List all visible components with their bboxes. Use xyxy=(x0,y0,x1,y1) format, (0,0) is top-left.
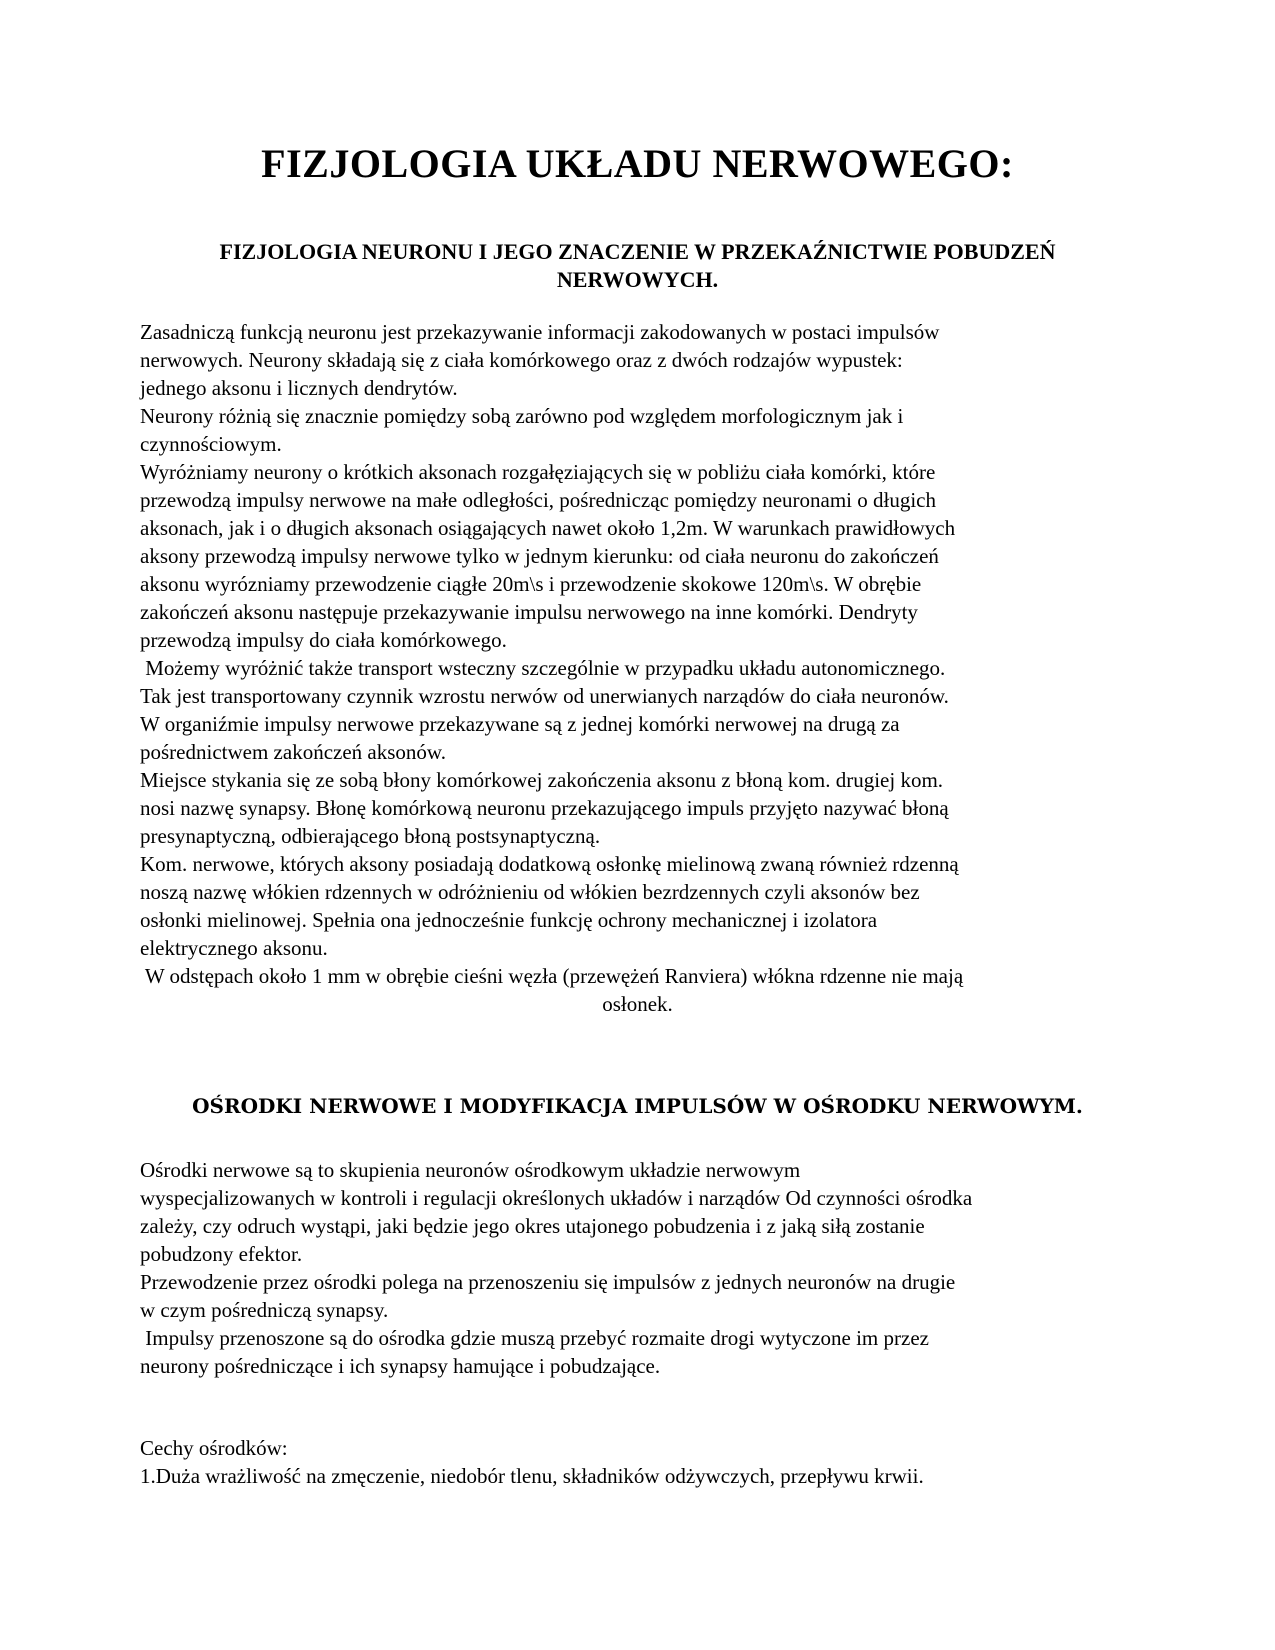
text-line: jednego aksonu i licznych dendrytów. xyxy=(140,376,458,400)
text-line: elektrycznego aksonu. xyxy=(140,936,328,960)
text-line: Kom. nerwowe, których aksony posiadają dodatkową osłonkę mielinową zwaną również rdzenną xyxy=(140,852,959,876)
text-line: noszą nazwę włókien rdzennych w odróżnieniu od włókien bezrdzennych czyli aksonów bez xyxy=(140,880,920,904)
text-line: osłonki mielinowej. Spełnia ona jednocześnie funkcję ochrony mechanicznej i izolatora xyxy=(140,908,878,932)
features-label: Cechy ośrodków: xyxy=(140,1436,288,1460)
section-1-body xyxy=(140,318,1135,1018)
text-line: Wyróżniamy neurony o krótkich aksonach rozgałęziających się w pobliżu ciała komórki, które xyxy=(140,460,936,484)
section-2-heading: OŚRODKI NERWOWE I MODYFIKACJA IMPULSÓW W OŚRODKU NERWOWYM. xyxy=(192,1094,1083,1118)
text-line: osłonek. xyxy=(602,992,673,1016)
text-line: aksonach, jak i o długich aksonach osiągających nawet około 1,2m. W warunkach prawidłowych xyxy=(140,516,956,540)
text-line: Impulsy przenoszone są do ośrodka gdzie muszą przebyć rozmaite drogi wytyczone im przez xyxy=(140,1326,929,1350)
text-line: pośrednictwem zakończeń aksonów. xyxy=(140,740,446,764)
text-line: nerwowych. Neurony składają się z ciała komórkowego oraz z dwóch rodzajów wypustek: xyxy=(140,348,903,372)
text-line: wyspecjalizowanych w kontroli i regulacji określonych układów i narządów Od czynności ośrodka xyxy=(140,1186,973,1210)
section-2-body xyxy=(140,1156,1135,1380)
text-line: czynnościowym. xyxy=(140,432,282,456)
features-block xyxy=(140,1434,1135,1490)
section-1-heading: FIZJOLOGIA NEURONU I JEGO ZNACZENIE W PRZEKAŹNICTWIE POBUDZEŃ NERWOWYCH. xyxy=(219,239,1056,292)
text-line: Zasadniczą funkcją neuronu jest przekazywanie informacji zakodowanych w postaci impulsów xyxy=(140,320,940,344)
document-title: FIZJOLOGIA UKŁADU NERWOWEGO: xyxy=(261,141,1014,186)
text-line: nosi nazwę synapsy. Błonę komórkową neuronu przekazującego impuls przyjęto nazywać błoną xyxy=(140,796,949,820)
text-line: w czym pośredniczą synapsy. xyxy=(140,1298,389,1322)
text-line: W odstępach około 1 mm w obrębie cieśni węzła (przewężeń Ranviera) włókna rdzenne nie mają xyxy=(140,964,964,988)
document-content xyxy=(0,140,1275,1490)
text-line: przewodzą impulsy nerwowe na małe odległości, pośrednicząc pomiędzy neuronami o długich xyxy=(140,488,936,512)
text-line: aksonu wyrózniamy przewodzenie ciągłe 20m\s i przewodzenie skokowe 120m\s. W obrębie xyxy=(140,572,922,596)
text-line: neurony pośredniczące i ich synapsy hamujące i pobudzające. xyxy=(140,1354,661,1378)
text-line: Tak jest transportowany czynnik wzrostu nerwów od unerwianych narządów do ciała neuronów. xyxy=(140,684,949,708)
text-line: Możemy wyróżnić także transport wsteczny szczególnie w przypadku układu autonomicznego. xyxy=(140,656,946,680)
text-line: W organiźmie impulsy nerwowe przekazywane są z jednej komórki nerwowej na drugą za xyxy=(140,712,900,736)
text-line: pobudzony efektor. xyxy=(140,1242,303,1266)
text-line: presynaptyczną, odbierającego błoną postsynaptyczną. xyxy=(140,824,601,848)
text-line: zakończeń aksonu następuje przekazywanie impulsu nerwowego na inne komórki. Dendryty xyxy=(140,600,918,624)
text-line: Miejsce stykania się ze sobą błony komórkowej zakończenia aksonu z błoną kom. drugiej kom. xyxy=(140,768,944,792)
text-line: Ośrodki nerwowe są to skupienia neuronów ośrodkowym układzie nerwowym xyxy=(140,1158,801,1182)
features-item: 1.Duża wrażliwość na zmęczenie, niedobór tlenu, składników odżywczych, przepływu krwii. xyxy=(140,1464,924,1488)
text-line: Przewodzenie przez ośrodki polega na przenoszeniu się impulsów z jednych neuronów na drugie xyxy=(140,1270,956,1294)
text-line: aksony przewodzą impulsy nerwowe tylko w jednym kierunku: od ciała neuronu do zakończeń xyxy=(140,544,939,568)
text-line: przewodzą impulsy do ciała komórkowego. xyxy=(140,628,507,652)
text-line: zależy, czy odruch wystąpi, jaki będzie jego okres utajonego pobudzenia i z jaką siłą zostanie xyxy=(140,1214,925,1238)
text-line: Neurony różnią się znacznie pomiędzy sobą zarówno pod względem morfologicznym jak i xyxy=(140,404,904,428)
